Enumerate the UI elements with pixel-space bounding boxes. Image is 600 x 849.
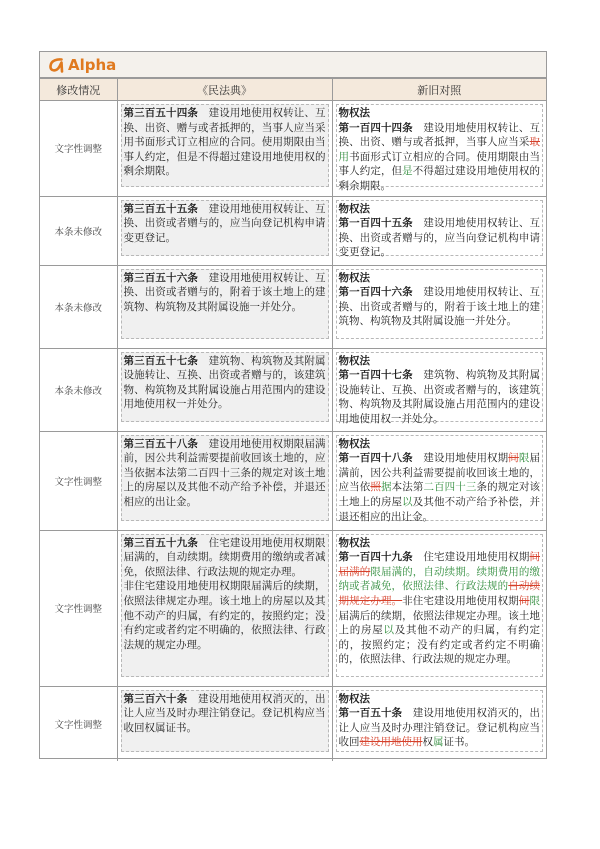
text-segment: 书面形式订立相应的合同。使用期限由当事人约定，但 <box>338 150 541 178</box>
article-text: 建设用地使用权消灭的，出让人应当及时办理注销登记。登记机构应当收回权属证书。 <box>123 692 326 734</box>
comparison-text <box>336 200 544 259</box>
article-paragraph-2: 非住宅建设用地使用权期限届满后的续期，依照法律规定办理。该土地上的房屋以及其他不动产的归属，有约定的，按照约定；没有约定或者约定不明确的，依照法律、行政法规的规定办理。 <box>123 580 326 651</box>
article-text: 建设用地使用权期限届满前，因公共利益需要提前收回该土地的，应当依据本法第二百四十三条的规定对该土地上的房屋以及其他不动产给予补偿，并退还相应的出让金。 <box>123 437 326 508</box>
comparison-text <box>336 269 544 339</box>
article-number: 第三百五十六条 <box>123 271 198 284</box>
source-law-label: 物权法 <box>338 202 370 215</box>
table-row <box>40 530 546 686</box>
comparison-text <box>336 435 544 521</box>
source-law-label: 物权法 <box>338 354 370 367</box>
table-header-row <box>40 79 546 101</box>
comparison-text <box>336 690 544 752</box>
civil-code-cell <box>117 686 332 761</box>
text-segment: 及其他不动产的归属，有约定的，按照约定；没有约定或者约定不明确的，依照法律、行政法规的规定办理。 <box>338 624 541 666</box>
header-civil-code: 《民法典》 <box>117 79 332 101</box>
article-text: 住宅建设用地使用权期限届满的，自动续期。续期费用的缴纳或者减免，依照法律、行政法规的规定办理。 <box>123 536 326 578</box>
table-row <box>40 101 546 197</box>
comparison-sheet <box>39 51 547 759</box>
brand-bar <box>40 52 546 78</box>
status-cell: 本条未修改 <box>40 196 117 265</box>
text-segment: 届满前，因公共利益需要提前收回该土地的，应当依 <box>338 452 541 494</box>
table-row <box>40 265 546 348</box>
header-status: 修改情况 <box>40 79 117 101</box>
text-segment: 条的规定对该土地上的房屋 <box>338 481 541 508</box>
text-segment: 建筑物、构筑物及其附属设施转让、互换、出资或者赠与的，该建筑物、构筑物及其附属设施占用范围内的建设用地使用权一并处分。 <box>338 369 541 425</box>
status-cell: 本条未修改 <box>40 265 117 348</box>
civil-code-cell <box>117 196 332 265</box>
text-segment: 住宅建设用地使用权期 <box>412 551 530 564</box>
text-segment: 本法第 <box>391 481 424 494</box>
civil-code-text <box>121 104 329 187</box>
text-segment: 届满后的续期，依照法律规定办理。该土地上的房屋 <box>338 609 540 637</box>
deleted-text: 建设用地使用 <box>359 736 423 749</box>
article-text: 建筑物、构筑物及其附属设施转让、互换、出资或者赠与的，该建筑物、构筑物及其附属设施占用范围内的建设用地使用权一并处分。 <box>123 354 326 411</box>
deleted-text: 自动续期规定办理。 <box>338 580 541 607</box>
text-segment: 非住宅建设用地使用权期 <box>402 594 519 607</box>
article-number: 第三百五十八条 <box>123 437 198 450</box>
civil-code-text <box>121 690 329 752</box>
source-law-label: 物权法 <box>338 107 370 119</box>
text-segment: 建设用地使用权期 <box>412 452 509 465</box>
text-segment: 不得超过建设用地使用权的剩余期限。 <box>338 165 541 192</box>
status-cell: 文字性调整 <box>40 530 117 686</box>
added-text: 二百四十三 <box>423 481 477 494</box>
comparison-cell <box>332 431 546 530</box>
added-text: 限 <box>529 594 541 607</box>
civil-code-cell <box>117 101 332 197</box>
article-number: 第一百四十八条 <box>338 452 413 465</box>
civil-code-cell <box>117 530 332 686</box>
added-text: 属 <box>433 736 444 749</box>
article-number: 第一百四十四条 <box>338 121 413 134</box>
added-text: 限届满的，自动续期。 <box>370 565 477 578</box>
table-row <box>40 348 546 431</box>
text-segment: 及其他不动产给予补偿，并退还相应的出让金。 <box>338 495 541 523</box>
comparison-cell <box>332 265 546 348</box>
added-text: 限 <box>518 452 530 465</box>
article-number: 第三百五十九条 <box>123 536 198 549</box>
civil-code-cell <box>117 431 332 530</box>
source-law-label: 物权法 <box>338 536 370 549</box>
civil-code-text <box>121 435 329 521</box>
header-comparison: 新旧对照 <box>332 79 546 101</box>
added-text: 据 <box>380 481 392 494</box>
civil-code-text <box>121 269 329 339</box>
status-cell: 本条未修改 <box>40 348 117 431</box>
article-number: 第一百四十九条 <box>338 551 413 564</box>
alpha-logo-icon <box>46 55 66 75</box>
added-text: 续期费用的缴纳或者减免，依照法律、行政法规的 <box>338 565 541 593</box>
added-text: 以 <box>402 495 413 508</box>
article-number: 第一百四十七条 <box>338 369 413 382</box>
added-text: 是 <box>402 165 413 178</box>
comparison-text <box>336 104 544 192</box>
comparison-cell <box>332 530 546 686</box>
comparison-cell <box>332 348 546 431</box>
text-segment: 建设用地使用权转让、互换、出资或者赠与的，附着于该土地上的建筑物、构筑物及其附属设施一并处分。 <box>338 286 541 328</box>
comparison-cell <box>332 196 546 265</box>
table-row <box>40 431 546 530</box>
status-cell: 文字性调整 <box>40 686 117 761</box>
civil-code-text <box>121 534 329 677</box>
brand-name: Alpha <box>68 56 117 74</box>
text-segment: 证书。 <box>443 736 475 749</box>
civil-code-text <box>121 200 329 256</box>
status-cell: 文字性调整 <box>40 431 117 530</box>
article-number: 第三百五十四条 <box>123 107 198 119</box>
deleted-text: 间届满的 <box>338 551 541 578</box>
source-law-label: 物权法 <box>338 271 370 284</box>
source-law-label: 物权法 <box>338 692 370 705</box>
status-cell: 文字性调整 <box>40 101 117 197</box>
article-number: 第一百五十条 <box>338 707 403 720</box>
deleted-text: 间 <box>518 594 530 607</box>
added-text: 以 <box>383 624 395 637</box>
article-number: 第三百五十五条 <box>123 202 198 215</box>
text-segment: 建设用地使用权转让、互换、出资、赠与或者抵押，当事人应当采 <box>338 121 541 149</box>
article-number: 第一百四十六条 <box>338 286 413 299</box>
article-text: 建设用地使用权转让、互换、出资、赠与或者抵押的，当事人应当采用书面形式订立相应的合同。使用期限由当事人约定，但是不得超过建设用地使用权的剩余期限。 <box>123 107 326 178</box>
civil-code-cell <box>117 348 332 431</box>
text-segment: 建设用地使用权转让、互换、出资或者赠与的，应当向登记机构申请变更登记。 <box>338 217 541 259</box>
added-text: 用 <box>338 150 350 163</box>
article-text: 建设用地使用权转让、互换、出资或者赠与的，附着于该土地上的建筑物、构筑物及其附属设施一并处分。 <box>123 271 326 313</box>
civil-code-text <box>121 352 329 422</box>
table-row <box>40 196 546 265</box>
comparison-cell <box>332 101 546 197</box>
comparison-text <box>336 534 544 677</box>
text-segment: 建设用地使用权消灭的，出让人应当及时办理注销登记。登记机构应当收回 <box>338 707 541 749</box>
article-text: 建设用地使用权转让、互换、出资或者赠与的，应当向登记机构申请变更登记。 <box>123 202 326 244</box>
article-number: 第一百四十五条 <box>338 217 413 230</box>
deleted-text: 间 <box>508 452 519 465</box>
civil-code-cell <box>117 265 332 348</box>
comparison-text <box>336 352 544 425</box>
deleted-text: 照 <box>370 481 381 494</box>
comparison-cell <box>332 686 546 761</box>
comparison-table <box>40 78 546 761</box>
article-number: 第三百六十条 <box>123 692 188 705</box>
text-segment: 权 <box>422 736 433 749</box>
source-law-label: 物权法 <box>338 437 370 450</box>
deleted-text: 取 <box>529 136 540 149</box>
table-row <box>40 686 546 761</box>
article-number: 第三百五十七条 <box>123 354 198 367</box>
